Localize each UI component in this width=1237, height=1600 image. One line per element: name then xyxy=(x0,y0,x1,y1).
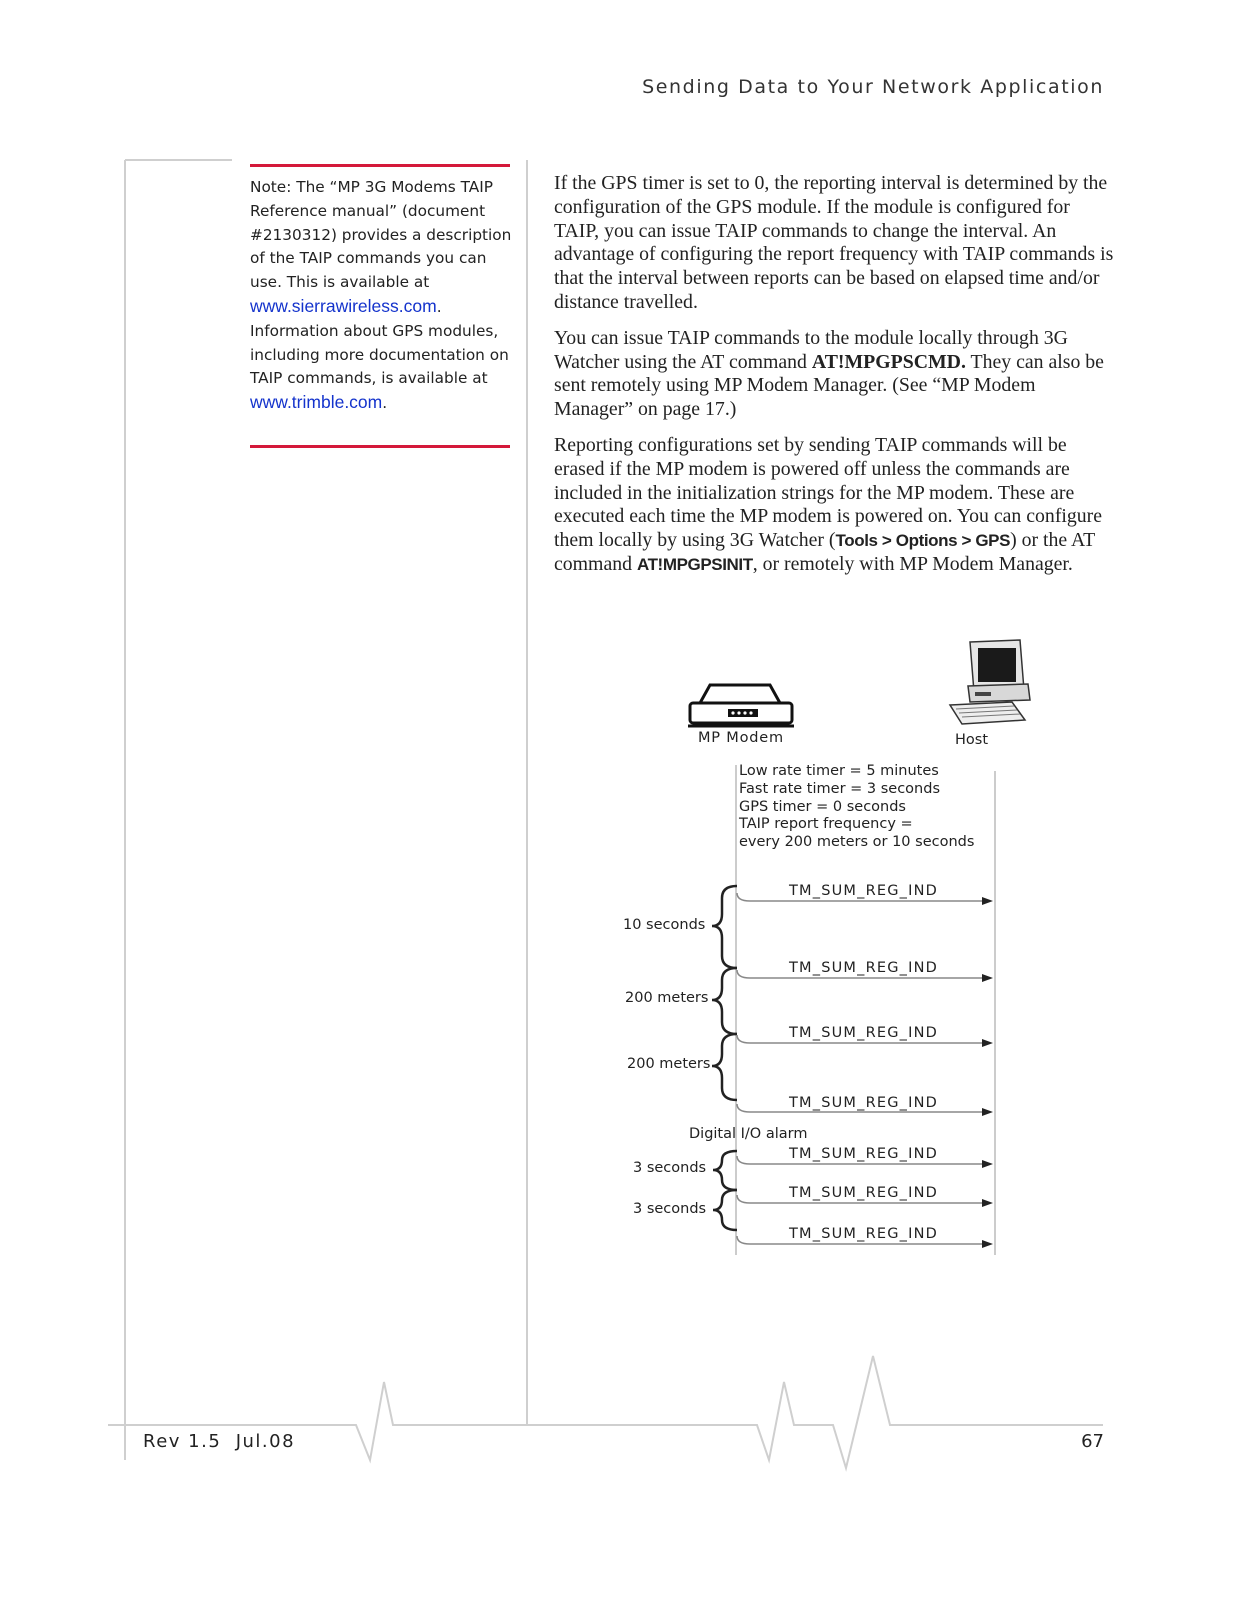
config-line: every 200 meters or 10 seconds xyxy=(739,834,975,851)
trimble-link[interactable]: www.trimble.com xyxy=(250,392,383,413)
paragraph-2: You can issue TAIP commands to the module locally through 3G Watcher using the AT command AT!MPGPSCMD. They can also be sent remotely using MP Modem Manager. (See “MP Modem Manager” on page 17.) xyxy=(554,326,1104,421)
config-line: GPS timer = 0 seconds xyxy=(739,798,906,815)
config-text xyxy=(739,763,974,852)
host-computer-icon xyxy=(950,640,1030,724)
atmpgpsinit-command: AT!MPGPSINIT xyxy=(636,554,753,574)
alarm-label: Digital I/O alarm xyxy=(689,1126,808,1142)
sidebar-note: Note: The “MP 3G Modems TAIP Reference manual” (document #2130312) provides a description of the TAIP commands you can use. This is available at www.sierrawireless.com. Information about GPS modules, including more documentation on TAIP commands, is available at www.trimble.com. xyxy=(250,178,512,413)
interval-label: 3 seconds xyxy=(633,1201,707,1217)
running-header: Sending Data to Your Network Application xyxy=(642,76,1104,98)
message-label: TM_SUM_REG_IND xyxy=(789,1146,939,1162)
atmpgpscmd-command: AT!MPGPSCMD. xyxy=(811,350,966,373)
interval-label: 200 meters xyxy=(625,990,709,1006)
message-label: TM_SUM_REG_IND xyxy=(789,883,939,899)
interval-label: 3 seconds xyxy=(633,1160,707,1176)
interval-label: 10 seconds xyxy=(623,917,706,933)
message-label: TM_SUM_REG_IND xyxy=(789,1185,939,1201)
footer-revision: Rev 1.5 Jul.08 xyxy=(143,1431,296,1452)
page-number: 67 xyxy=(1081,1431,1104,1452)
message-label: TM_SUM_REG_IND xyxy=(789,1095,939,1111)
message-label: TM_SUM_REG_IND xyxy=(789,960,939,976)
config-line: TAIP report frequency = xyxy=(739,816,913,833)
sierrawireless-link[interactable]: www.sierrawireless.com xyxy=(250,295,437,316)
config-line: Low rate timer = 5 minutes xyxy=(739,763,939,779)
modem-icon xyxy=(688,685,794,726)
paragraph-3: Reporting configurations set by sending TAIP commands will be erased if the MP modem is powered off unless the commands are included in the initialization strings for the MP modem. These are executed each time the MP modem is powered on. You can configure them locally by using 3G Watcher (Tools > Options > GPS) or the AT command AT!MPGPSINIT, or remotely with MP Modem Manager. xyxy=(554,433,1103,575)
interval-braces xyxy=(712,886,737,1230)
menu-path: Tools > Options > GPS xyxy=(835,531,1011,551)
config-line: Fast rate timer = 3 seconds xyxy=(739,780,940,797)
message-label: TM_SUM_REG_IND xyxy=(789,1025,939,1041)
modem-label: MP Modem xyxy=(698,730,784,746)
interval-label: 200 meters xyxy=(627,1056,711,1072)
message-label: TM_SUM_REG_IND xyxy=(789,1226,939,1242)
paragraph-1: If the GPS timer is set to 0, the reporting interval is determined by the configuration of the GPS module. If the module is configured for TAIP, you can issue TAIP commands to change the interval. An advantage of configuring the report frequency with TAIP commands is that the interval between reports can be based on elapsed time and/or distance travelled. xyxy=(554,172,1114,313)
host-label: Host xyxy=(955,732,989,748)
